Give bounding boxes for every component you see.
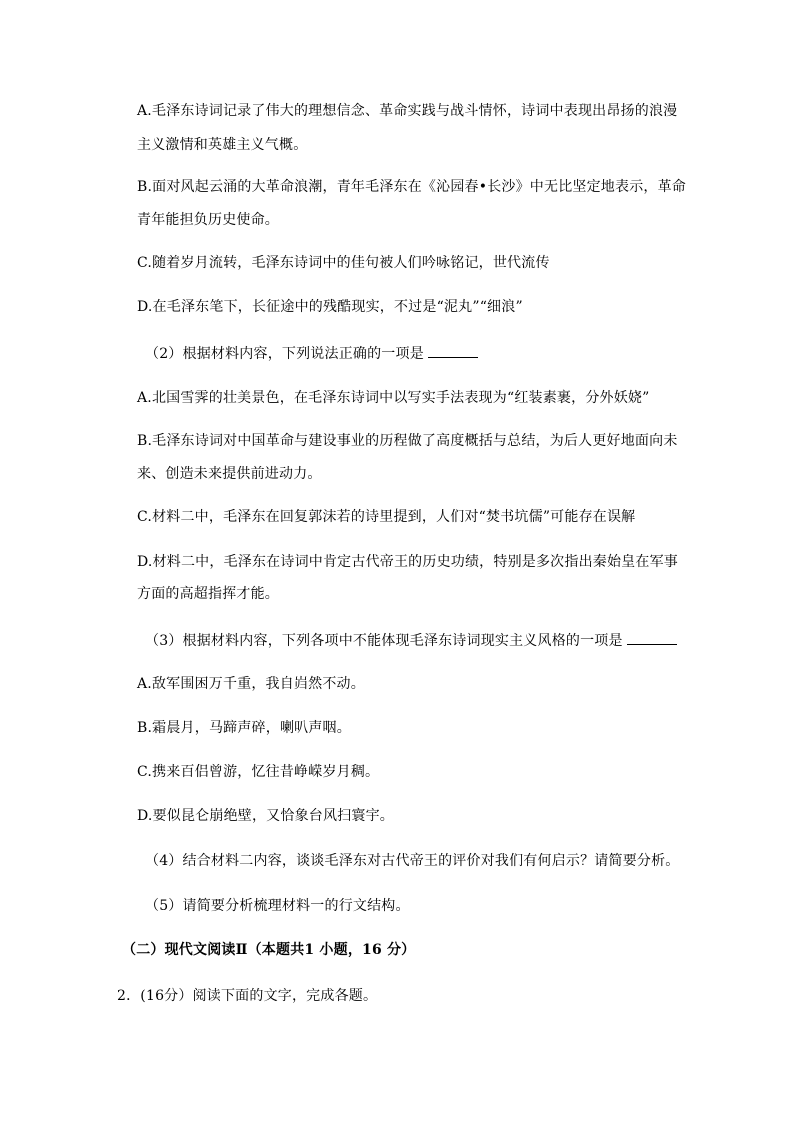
q2-stem-text: （2）根据材料内容，下列说法正确的一项是	[145, 346, 424, 362]
q3-option-d: D.要似昆仑崩绝壁，又恰象台风扫寰宇。	[137, 808, 394, 824]
q3-option-a: A.敌军围困万千重，我自岿然不动。	[137, 676, 365, 692]
q2-option-d-line1: D.材料二中，毛泽东在诗词中肯定古代帝王的历史功绩，特别是多次指出秦始皇在军事	[137, 554, 678, 570]
q1-option-a-line1: A.毛泽东诗词记录了伟大的理想信念、革命实践与战斗情怀，诗词中表现出昂扬的浪漫	[137, 103, 678, 119]
section-title: （二）现代文阅读Ⅱ（本题共1 小题，16 分）	[122, 942, 416, 958]
q4-stem: （4）结合材料二内容，谈谈毛泽东对古代帝王的评价对我们有何启示？请简要分析。	[145, 853, 680, 869]
q2-option-c: C.材料二中，毛泽东在回复郭沫若的诗里提到，人们对“焚书坑儒”可能存在误解	[137, 509, 636, 525]
q1-option-a-line2: 主义激情和英雄主义气概。	[137, 137, 308, 153]
question-2-heading: 2．(16分）阅读下面的文字，完成各题。	[117, 988, 378, 1004]
q2-stem	[145, 344, 478, 363]
q2-option-b-line1: B.毛泽东诗词对中国革命与建设事业的历程做了高度概括与总结，为后人更好地面向未	[137, 433, 678, 449]
q3-stem-text: （3）根据材料内容，下列各项中不能体现毛泽东诗词现实主义风格的一项是	[145, 633, 623, 649]
q2-option-a: A.北国雪霁的壮美景色，在毛泽东诗词中以写实手法表现为“红装素裹，分外妖娆”	[137, 390, 650, 406]
q2-option-d-line2: 方面的高超指挥才能。	[137, 586, 279, 602]
q2-answer-blank	[428, 344, 478, 358]
q1-option-b-line1: B.面对风起云涌的大革命浪潮，青年毛泽东在《沁园春•长沙》中无比坚定地表示，革命	[137, 179, 686, 195]
q1-option-c: C.随着岁月流转，毛泽东诗词中的佳句被人们吟咏铭记，世代流传	[137, 255, 550, 271]
q3-stem	[145, 631, 677, 650]
q2-option-b-line2: 来、创造未来提供前进动力。	[137, 466, 322, 482]
q3-option-c: C.携来百侣曾游，忆往昔峥嵘岁月稠。	[137, 764, 380, 780]
q3-option-b: B.霜晨月，马蹄声碎，喇叭声咽。	[137, 720, 351, 736]
q1-option-d: D.在毛泽东笔下，长征途中的残酷现实，不过是“泥丸”“细浪”	[137, 299, 523, 315]
q5-stem: （5）请简要分析梳理材料一的行文结构。	[145, 898, 410, 914]
q1-option-b-line2: 青年能担负历史使命。	[137, 212, 279, 228]
q3-answer-blank	[627, 631, 677, 645]
